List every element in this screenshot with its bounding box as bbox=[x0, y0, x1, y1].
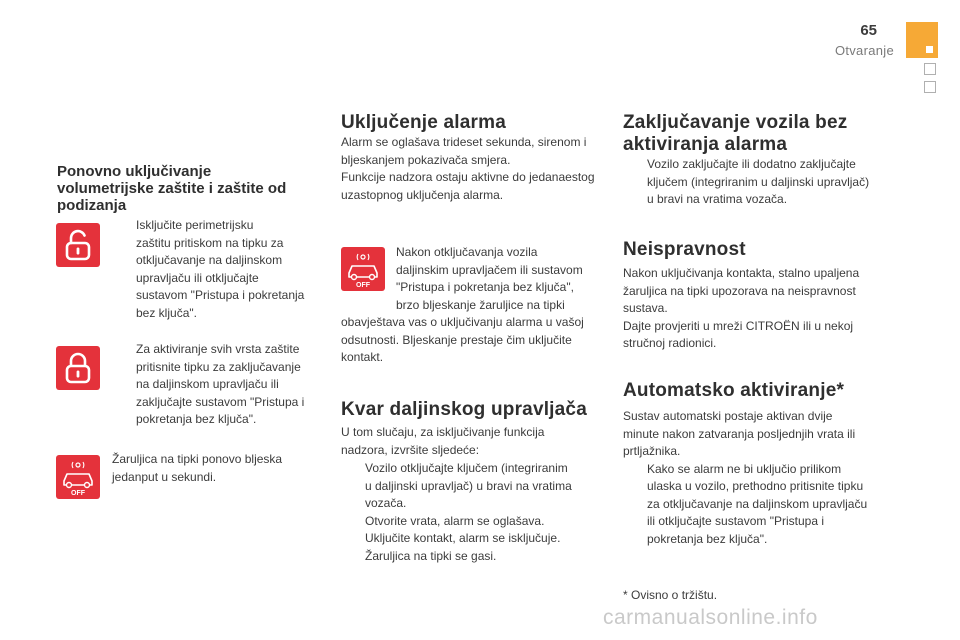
chapter-title: Otvaranje bbox=[834, 43, 894, 58]
tab-marker bbox=[926, 46, 933, 53]
footnote: * Ovisno o tržištu. bbox=[623, 588, 718, 602]
list-item: Vozilo zaključajte ili dodatno zaključajte ključem (integriranim u daljinski upravljač) u bravi na vratima vozača. bbox=[647, 157, 870, 206]
section-heading bbox=[623, 239, 883, 261]
list-item: Isključite perimetrijsku zaštitu pritiskom na tipku za otključavanje na daljinskom upravljaču ili otključajte sustavom "Pristupa i pokretanja bez ključa". bbox=[136, 218, 305, 320]
section-heading bbox=[57, 163, 312, 214]
unlock-padlock-icon bbox=[56, 223, 100, 267]
list-item: Otvorite vrata, alarm se oglašava. bbox=[365, 513, 545, 528]
paragraph: Alarm se oglašava trideset sekunda, sirenom i bljeskanjem pokazivača smjera. Funkcije nadzora ostaju aktivne do jedanaestog uzastopnog uključenja alarma. bbox=[341, 135, 595, 202]
list-item: Uključite kontakt, alarm se isključuje. Žaruljica na tipki se gasi. bbox=[365, 531, 561, 563]
section-heading bbox=[341, 112, 611, 134]
section-heading bbox=[623, 112, 883, 156]
watermark: carmanualsonline.info bbox=[603, 606, 818, 629]
section-heading-text: Kvar daljinskog upravljača bbox=[341, 399, 587, 420]
chapter-tab[interactable] bbox=[924, 81, 936, 93]
paragraph: Sustav automatski postaje aktivan dvije minute nakon zatvaranja posljednjih vrata ili prtljažnika. Kako se alarm ne bi uključio prilikom ulaska u vozilo, prethodno pritisnite tipku za otključavanje na daljinskom upravljaču ili otključajte sustavom "Pristupa i pokretanja bez ključa". bbox=[623, 408, 903, 548]
note-text: Žaruljica na tipki ponovo bljeska jedanput u sekundi. bbox=[112, 452, 283, 484]
section-heading bbox=[341, 399, 616, 421]
alarm-off-car-icon bbox=[56, 455, 100, 499]
paragraph: Nakon otključavanja vozila daljinskim upravljačem ili sustavom "Pristupa i pokretanja bez ključa", brzo bljeskanje žaruljice na tipki bbox=[396, 245, 583, 312]
list bbox=[341, 460, 621, 565]
section-heading-text: Automatsko aktiviranje* bbox=[623, 380, 845, 401]
list-item: Vozilo otključajte ključem (integriranim u daljinski upravljač) u bravi na vratima vozača. bbox=[365, 461, 572, 510]
off-label: OFF bbox=[71, 490, 85, 497]
page-number: 65 bbox=[860, 22, 877, 39]
section-heading-text: Neispravnost bbox=[623, 239, 746, 260]
paragraph: Nakon uključivanja kontakta, stalno upaljena žaruljica na tipki upozorava na neispravnost sustava. Dajte provjeriti u mreži CITROËN ili u nekoj stručnoj radionici. bbox=[623, 266, 860, 350]
lock-padlock-icon bbox=[56, 346, 100, 390]
alarm-off-car-icon bbox=[341, 247, 385, 291]
paragraph: U tom slučaju, za isključivanje funkcija nadzora, izvršite sljedeće: bbox=[341, 425, 545, 457]
section-heading-text: Uključenje alarma bbox=[341, 112, 506, 133]
list-item: Za aktiviranje svih vrsta zaštite pritisnite tipku za zaključavanje na daljinskom upravljaču ili zaključajte sustavom "Pristupa i pokretanja bez ključa". bbox=[136, 342, 305, 426]
section-heading-text: Zaključavanje vozila bez aktiviranja alarma bbox=[623, 112, 848, 155]
off-label: OFF bbox=[356, 282, 370, 289]
section-heading bbox=[623, 380, 903, 402]
chapter-tab-active[interactable] bbox=[906, 22, 938, 58]
list-item: Kako se alarm ne bi uključio prilikom ulaska u vozilo, prethodno pritisnite tipku za otključavanje na daljinskom upravljaču ili otključajte sustavom "Pristupa i pokretanja bez ključa". bbox=[647, 461, 868, 546]
paragraph: obavještava vas o uključivanju alarma u vašoj odsutnosti. Bljeskanje prestaje čim uključite kontakt. bbox=[341, 315, 584, 364]
chapter-tab[interactable] bbox=[924, 63, 936, 75]
section-heading-text: Ponovno uključivanje volumetrijske zaštite i zaštite od podizanja bbox=[57, 163, 287, 214]
